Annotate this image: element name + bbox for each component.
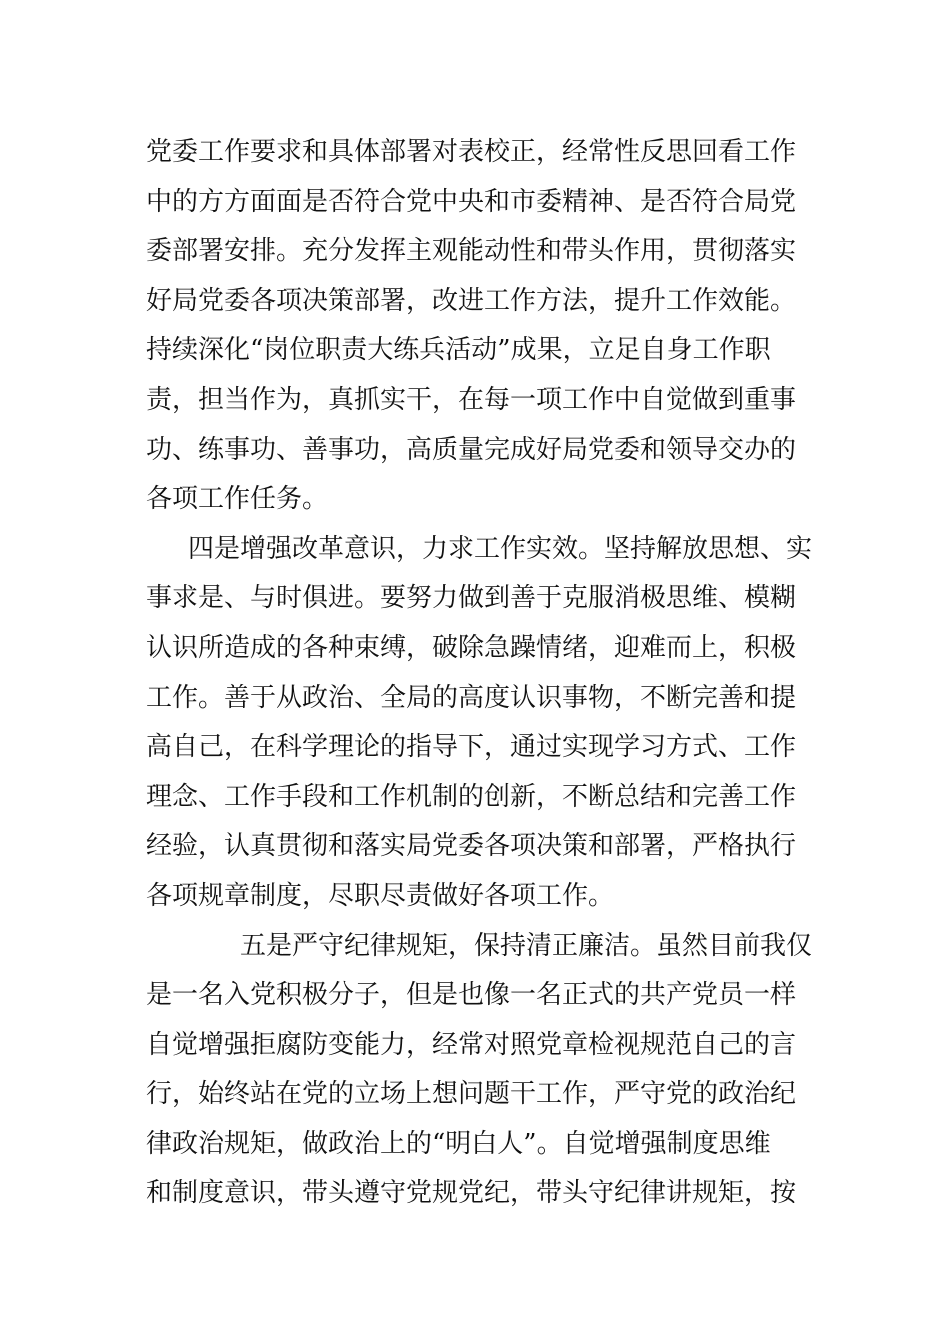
text-line: 自觉增强拒腐防变能力，经常对照党章检视规范自己的言 <box>146 1029 797 1060</box>
text-line: 持续深化“岗位职责大练兵活动”成果，立足自身工作职 <box>146 335 771 366</box>
text-line: 和制度意识，带头遵守党规党纪，带头守纪律讲规矩，按 <box>146 1178 797 1209</box>
text-line: 中的方方面面是否符合党中央和市委精神、是否符合局党 <box>146 186 797 217</box>
text-line: 各项规章制度，尽职尽责做好各项工作。 <box>146 880 615 911</box>
text-line: 理念、工作手段和工作机制的创新，不断总结和完善工作 <box>146 781 797 812</box>
body-text <box>146 128 813 1219</box>
text-line: 行，始终站在党的立场上想问题干工作，严守党的政治纪 <box>146 1079 797 1110</box>
text-line: 各项工作任务。 <box>146 484 329 515</box>
text-line: 委部署安排。充分发挥主观能动性和带头作用，贯彻落实 <box>146 236 797 267</box>
paragraph-start-line: 五是严守纪律规矩，保持清正廉洁。虽然目前我仅 <box>240 930 813 961</box>
text-line: 责，担当作为，真抓实干，在每一项工作中自觉做到重事 <box>146 384 797 415</box>
text-line: 党委工作要求和具体部署对表校正，经常性反思回看工作 <box>146 137 797 167</box>
text-line: 律政治规矩，做政治上的“明白人”。自觉增强制度思维 <box>146 1128 771 1159</box>
paragraph-start-line: 四是增强改革意识，力求工作实效。坚持解放思想、实 <box>188 533 813 564</box>
text-line: 是一名入党积极分子，但是也像一名正式的共产党员一样 <box>146 980 797 1011</box>
text-line: 好局党委各项决策部署，改进工作方法，提升工作效能。 <box>146 285 797 316</box>
text-line: 高自己，在科学理论的指导下，通过实现学习方式、工作 <box>146 732 797 763</box>
text-line: 事求是、与时俱进。要努力做到善于克服消极思维、模糊 <box>146 583 797 614</box>
text-line: 经验，认真贯彻和落实局党委各项决策和部署，严格执行 <box>146 831 797 862</box>
text-line: 工作。善于从政治、全局的高度认识事物，不断完善和提 <box>146 682 797 713</box>
text-line: 功、练事功、善事功，高质量完成好局党委和领导交办的 <box>146 434 797 465</box>
text-line: 认识所造成的各种束缚，破除急躁情绪，迎难而上，积极 <box>146 632 797 663</box>
